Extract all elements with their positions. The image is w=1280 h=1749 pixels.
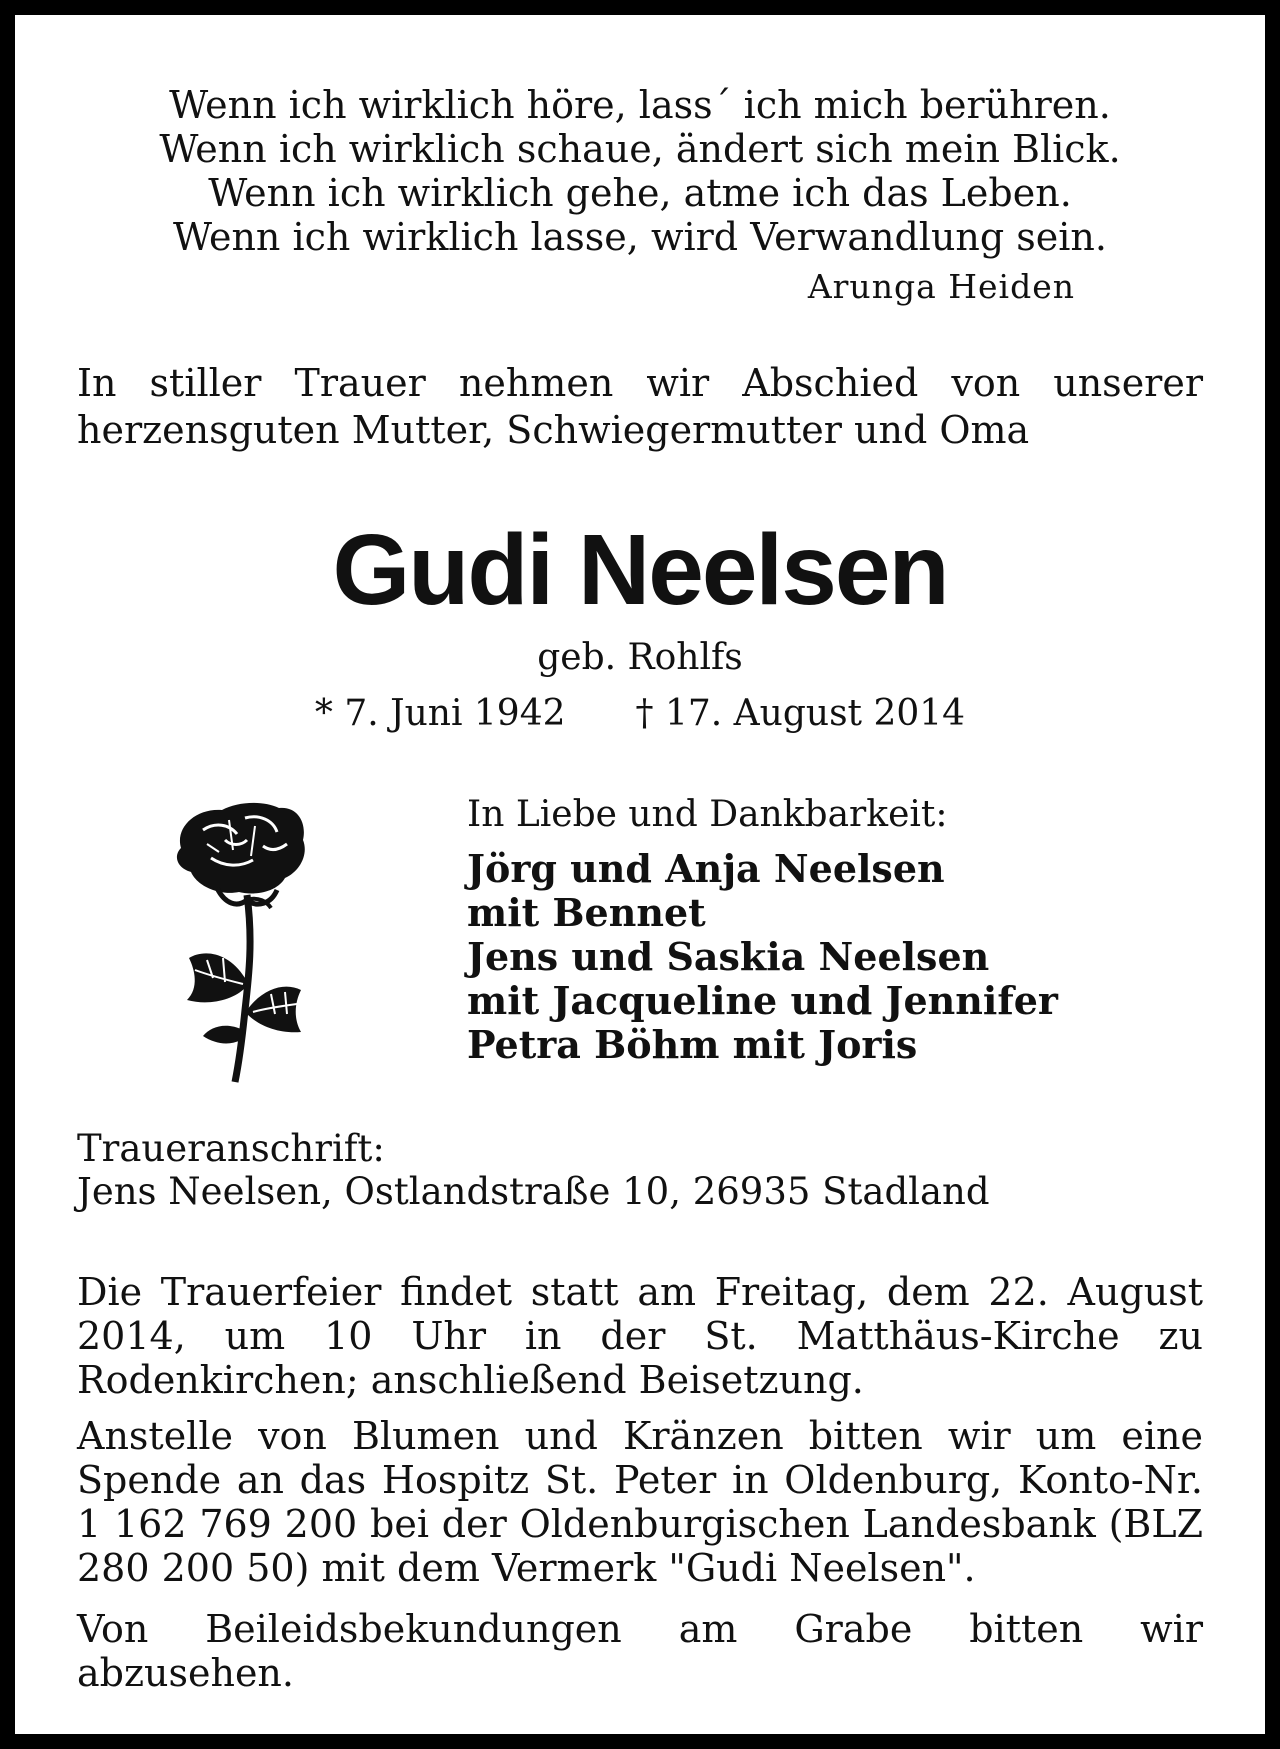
condolences-paragraph: Von Beileidsbekundungen am Grabe bitten wir abzusehen. (77, 1607, 1203, 1695)
poem-line: Wenn ich wirklich gehe, atme ich das Leben. (208, 171, 1072, 215)
mourners-heading: In Liebe und Dankbarkeit: (467, 794, 948, 835)
mourner-line: mit Jacqueline und Jennifer (467, 978, 1058, 1023)
mourner-line: Petra Böhm mit Joris (467, 1022, 918, 1067)
mourners-list (467, 847, 1058, 1067)
maiden-name: geb. Rohlfs (537, 637, 743, 678)
poem-line: Wenn ich wirklich lasse, wird Verwandlung sein. (173, 215, 1107, 259)
life-dates (15, 693, 1265, 734)
death-date: † 17. August 2014 (635, 693, 966, 734)
donation-paragraph: Anstelle von Blumen und Kränzen bitten wir um eine Spende an das Hospitz St. Peter in Oldenburg, Konto-Nr. 1 162 769 200 bei der Oldenburgischen Landesbank (BLZ 280 200 50) mit dem Vermerk "Gudi Neelsen". (77, 1414, 1203, 1590)
poem-author: Arunga Heiden (807, 267, 1075, 306)
mourning-address: Jens Neelsen, Ostlandstraße 10, 26935 Stadland (77, 1170, 990, 1213)
poem-line: Wenn ich wirklich schaue, ändert sich mein Blick. (159, 127, 1121, 171)
mourner-line: Jens und Saskia Neelsen (467, 934, 990, 979)
birth-date: * 7. Juni 1942 (314, 693, 566, 734)
mourner-line: Jörg und Anja Neelsen (467, 846, 945, 891)
intro-text: In stiller Trauer nehmen wir Abschied von unserer herzensguten Mutter, Schwiegermutter und Oma (77, 361, 1203, 452)
poem (85, 83, 1195, 259)
mourner-line: mit Bennet (467, 890, 706, 935)
ceremony-paragraph: Die Trauerfeier findet statt am Freitag, dem 22. August 2014, um 10 Uhr in der St. Matthäus-Kirche zu Rodenkirchen; anschließend Beisetzung. (77, 1270, 1203, 1402)
rose-icon (167, 800, 322, 1085)
poem-line: Wenn ich wirklich höre, lass´ ich mich berühren. (169, 83, 1111, 127)
deceased-name: Gudi Neelsen (332, 514, 948, 626)
address-label: Traueranschrift: (77, 1127, 385, 1170)
